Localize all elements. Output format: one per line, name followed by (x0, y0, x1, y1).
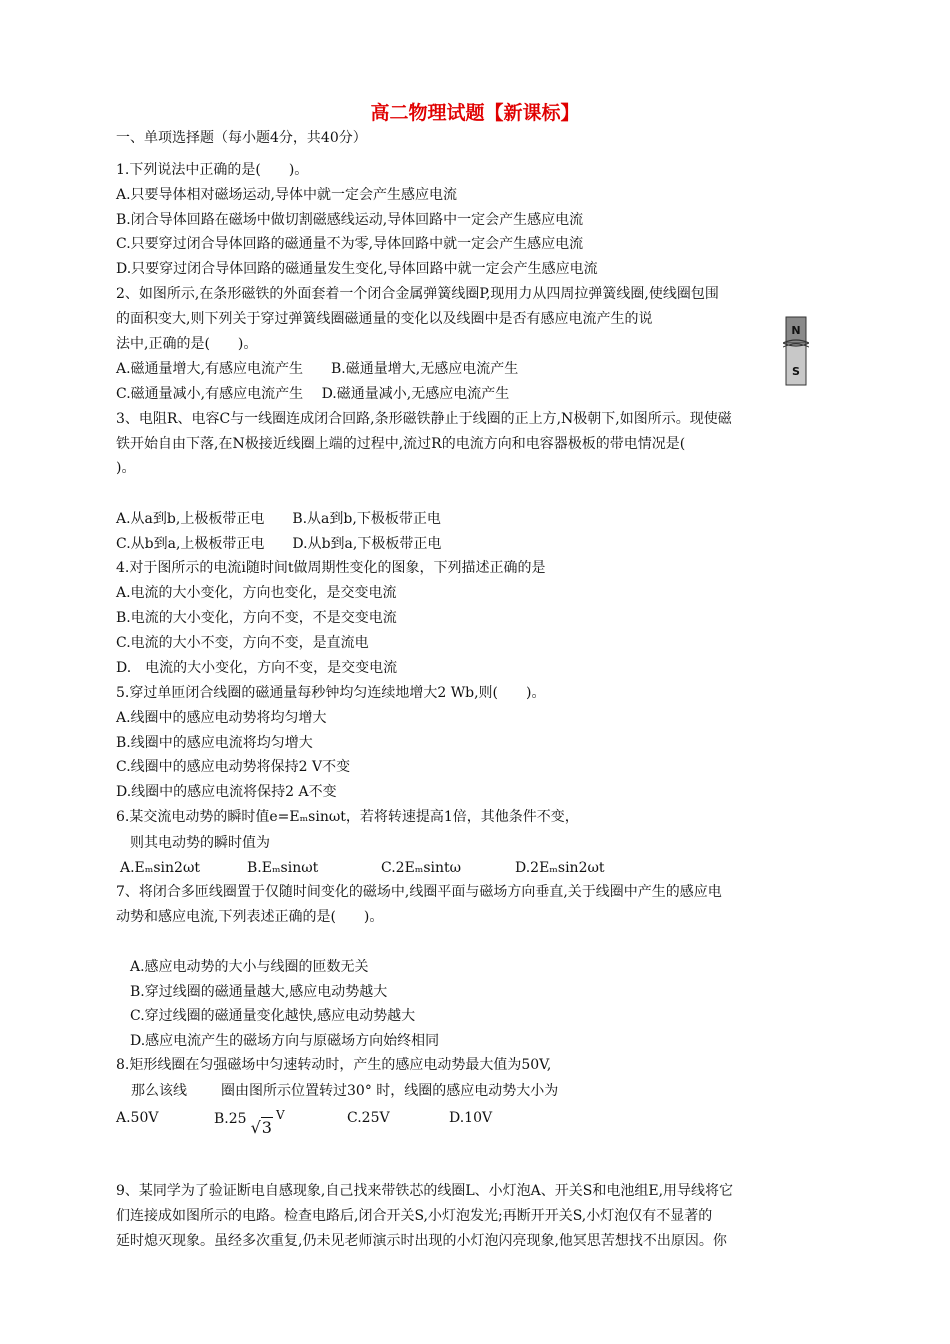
q8-stem-line2a: 那么该线 (131, 1083, 187, 1099)
q8-option-b-radicand: 3 (261, 1118, 272, 1137)
q6-option-d: D.2Eₘsin2ωt (515, 860, 605, 876)
page-title: 高二物理试题【新课标】 (370, 102, 580, 124)
q5-stem: 5.穿过单匝闭合线圈的磁通量每秒钟均匀连续地增大2 Wb,则( )。 (116, 685, 546, 701)
q4-stem: 4.对于图所示的电流i随时间t做周期性变化的图象，下列描述正确的是 (116, 560, 546, 576)
q8-option-a: A.50V (116, 1110, 159, 1126)
q3-stem-line1: 3、电阻R、电容C与一线圈连成闭合回路,条形磁铁静止于线圈的正上方,N极朝下,如图所示。现使磁 (116, 411, 732, 427)
q3-stem-line3: )。 (116, 460, 136, 476)
q8-stem-line2b: 圈由图所示位置转过30° 时，线圈的感应电动势大小为 (221, 1083, 559, 1099)
q6-option-c: C.2Eₘsintω (381, 860, 462, 876)
bar-magnet-figure (783, 315, 809, 387)
q8-stem-line1: 8.矩形线圈在匀强磁场中匀速转动时，产生的感应电动势最大值为50V, (116, 1057, 552, 1073)
q8-option-b-unit: V (275, 1108, 285, 1122)
q8-option-b (214, 1108, 285, 1137)
q4-option-a: A.电流的大小变化，方向也变化，是交变电流 (116, 585, 397, 601)
q6-stem-line1: 6.某交流电动势的瞬时值e=Eₘsinωt，若将转速提高1倍，其他条件不变， (116, 809, 579, 825)
q4-option-d: D. 电流的大小变化，方向不变，是交变电流 (116, 660, 398, 676)
q1-option-b: B.闭合导体回路在磁场中做切割磁感线运动,导体回路中一定会产生感应电流 (116, 212, 584, 228)
q8-option-c: C.25V (347, 1110, 390, 1126)
q8-option-b-prefix: B.25 (214, 1111, 247, 1127)
q1-option-d: D.只要穿过闭合导体回路的磁通量发生变化,导体回路中就一定会产生感应电流 (116, 261, 598, 277)
q6-option-b: B.Eₘsinωt (247, 860, 319, 876)
q5-option-b: B.线圈中的感应电流将均匀增大 (116, 735, 313, 751)
q6-option-a: A.Eₘsin2ωt (120, 860, 200, 876)
q7-option-b: B.穿过线圈的磁通量越大,感应电动势越大 (130, 984, 388, 1000)
q1-option-a: A.只要导体相对磁场运动,导体中就一定会产生感应电流 (116, 187, 458, 203)
q2-stem-line2: 的面积变大,则下列关于穿过弹簧线圈磁通量的变化以及线圈中是否有感应电流产生的说 (116, 311, 653, 327)
q1-option-c: C.只要穿过闭合导体回路的磁通量不为零,导体回路中就一定会产生感应电流 (116, 236, 584, 252)
q7-option-a: A.感应电动势的大小与线圈的匝数无关 (130, 959, 369, 975)
q7-option-c: C.穿过线圈的磁通量变化越快,感应电动势越大 (130, 1008, 416, 1024)
q2-options-ab: A.磁通量增大,有感应电流产生 B.磁通量增大,无感应电流产生 (116, 361, 519, 377)
q9-stem-line3: 延时熄灭现象。虽经多次重复,仍未见老师演示时出现的小灯泡闪亮现象,他冥思苦想找不出原因。你 (116, 1233, 727, 1249)
q9-stem-line2: 们连接成如图所示的电路。检查电路后,闭合开关S,小灯泡发光;再断开开关S,小灯泡仅有不显著的 (116, 1208, 713, 1224)
q2-options-cd: C.磁通量减小,有感应电流产生 D.磁通量减小,无感应电流产生 (116, 386, 510, 402)
q5-option-d: D.线圈中的感应电流将保持2 A不变 (116, 784, 337, 800)
q8-option-d: D.10V (449, 1110, 493, 1126)
q7-stem-line1: 7、将闭合多匝线圈置于仅随时间变化的磁场中,线圈平面与磁场方向垂直,关于线圈中产生的感应电 (116, 884, 722, 900)
q7-stem-line2: 动势和感应电流,下列表述正确的是( )。 (116, 909, 384, 925)
q3-stem-line2: 铁开始自由下落,在N极接近线圈上端的过程中,流过R的电流方向和电容器极板的带电情况是( (116, 436, 686, 452)
q5-option-c: C.线圈中的感应电动势将保持2 V不变 (116, 759, 351, 775)
q4-option-c: C.电流的大小不变，方向不变，是直流电 (116, 635, 369, 651)
q2-stem-line1: 2、如图所示,在条形磁铁的外面套着一个闭合金属弹簧线圈P,现用力从四周拉弹簧线圈,使线圈包围 (116, 286, 719, 302)
q3-options-cd: C.从b到a,上极板带正电 D.从b到a,下极板带正电 (116, 536, 442, 552)
q2-stem-line3: 法中,正确的是( )。 (116, 336, 258, 352)
sqrt-symbol: √3 (250, 1118, 272, 1137)
q9-stem-line1: 9、某同学为了验证断电自感现象,自己找来带铁芯的线圈L、小灯泡A、开关S和电池组E,用导线将它 (116, 1183, 734, 1199)
q7-option-d: D.感应电流产生的磁场方向与原磁场方向始终相同 (130, 1033, 440, 1049)
magnet-south-label: S (792, 365, 800, 378)
q3-options-ab: A.从a到b,上极板带正电 B.从a到b,下极板带正电 (116, 511, 441, 527)
q1-stem: 1.下列说法中正确的是( )。 (116, 162, 309, 178)
q6-stem-line2: 则其电动势的瞬时值为 (116, 835, 270, 851)
q5-option-a: A.线圈中的感应电动势将均匀增大 (116, 710, 327, 726)
section-heading: 一、单项选择题（每小题4分，共40分） (116, 130, 367, 146)
magnet-north-label: N (791, 324, 801, 337)
q4-option-b: B.电流的大小变化，方向不变，不是交变电流 (116, 610, 397, 626)
